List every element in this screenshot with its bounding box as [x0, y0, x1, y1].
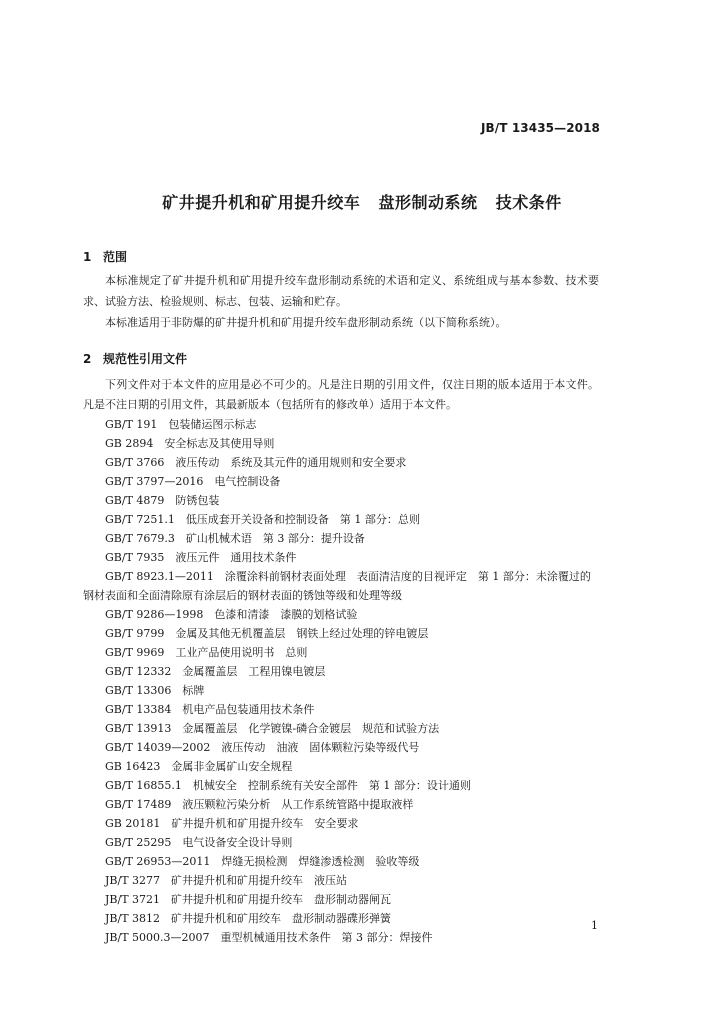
reference-code: JB/T 3277	[105, 874, 161, 887]
reference-code: GB 16423	[105, 760, 161, 773]
reference-title: 机电产品包装通用技术条件	[182, 703, 315, 716]
reference-item	[83, 909, 599, 928]
reference-item	[83, 738, 599, 757]
reference-title: 安全标志及其使用导则	[164, 437, 275, 450]
reference-item	[83, 567, 599, 605]
reference-code: GB/T 9799	[105, 627, 165, 640]
reference-title: 矿山机械术语 第 3 部分：提升设备	[185, 532, 365, 545]
reference-title-continuation: 钢材表面和全面清除原有涂层后的钢材表面的锈蚀等级和处理等级	[83, 589, 402, 602]
standard-code: JB/T 13435—2018	[480, 121, 600, 135]
reference-title: 重型机械通用技术条件 第 3 部分：焊接件	[220, 931, 433, 944]
reference-title: 矿井提升机和矿用提升绞车 液压站	[171, 874, 348, 887]
reference-title: 色漆和清漆 漆膜的划格试验	[214, 608, 358, 621]
reference-code: GB/T 17489	[105, 798, 172, 811]
reference-code: GB/T 4879	[105, 494, 165, 507]
reference-item	[83, 453, 599, 472]
reference-code: GB/T 26953—2011	[105, 855, 211, 868]
reference-item	[83, 852, 599, 871]
reference-title: 低压成套开关设备和控制设备 第 1 部分：总则	[185, 513, 420, 526]
reference-item	[83, 814, 599, 833]
reference-item	[83, 624, 599, 643]
section-title: 范围	[103, 250, 128, 264]
reference-list	[83, 415, 599, 947]
reference-title: 液压颗粒污染分析 从工作系统管路中提取液样	[182, 798, 414, 811]
reference-item	[83, 662, 599, 681]
references-intro: 下列文件对于本文件的应用是必不可少的。凡是注日期的引用文件，仅注日期的版本适用于本文件。凡是不注日期的引用文件，其最新版本（包括所有的修改单）适用于本文件。	[83, 378, 599, 411]
reference-code: GB/T 191	[105, 418, 158, 431]
section-1-heading	[83, 248, 127, 265]
reference-item	[83, 415, 599, 434]
reference-code: GB/T 7679.3	[105, 532, 175, 545]
reference-code: GB 20181	[105, 817, 161, 830]
reference-title: 机械安全 控制系统有关安全部件 第 1 部分：设计通则	[192, 779, 471, 792]
reference-code: GB/T 9969	[105, 646, 165, 659]
reference-title: 液压元件 通用技术条件	[175, 551, 297, 564]
page-number: 1	[591, 919, 598, 932]
reference-title: 电气控制设备	[214, 475, 281, 488]
reference-item	[83, 928, 599, 947]
reference-title: 防锈包装	[175, 494, 220, 507]
reference-code: GB/T 14039—2002	[105, 741, 211, 754]
reference-item	[83, 491, 599, 510]
section-2-heading	[83, 350, 187, 367]
reference-code: GB/T 13913	[105, 722, 172, 735]
reference-item	[83, 605, 599, 624]
reference-code: GB/T 8923.1—2011	[105, 570, 214, 583]
reference-item	[83, 776, 599, 795]
reference-item	[83, 700, 599, 719]
reference-title: 包装储运图示标志	[168, 418, 257, 431]
reference-item	[83, 681, 599, 700]
reference-code: GB/T 16855.1	[105, 779, 182, 792]
reference-title: 金属覆盖层 化学镀镍-磷合金镀层 规范和试验方法	[182, 722, 440, 735]
reference-title: 矿井提升机和矿用提升绞车 盘形制动器闸瓦	[171, 893, 392, 906]
reference-title: 矿井提升机和矿用提升绞车 安全要求	[171, 817, 359, 830]
document-title: 矿井提升机和矿用提升绞车 盘形制动系统 技术条件	[162, 193, 562, 212]
reference-item	[83, 472, 599, 491]
reference-title: 矿井提升机和矿用绞车 盘形制动器碟形弹簧	[171, 912, 392, 925]
reference-item	[83, 719, 599, 738]
reference-item	[83, 795, 599, 814]
reference-title: 金属及其他无机覆盖层 钢铁上经过处理的锌电镀层	[175, 627, 429, 640]
reference-code: GB 2894	[105, 437, 154, 450]
reference-code: GB/T 13384	[105, 703, 172, 716]
reference-code: GB/T 7935	[105, 551, 165, 564]
reference-item	[83, 510, 599, 529]
section-title: 规范性引用文件	[103, 352, 188, 366]
reference-code: GB/T 25295	[105, 836, 172, 849]
reference-title: 标牌	[182, 684, 205, 697]
reference-title: 电气设备安全设计导则	[182, 836, 293, 849]
reference-item	[83, 890, 599, 909]
reference-code: GB/T 12332	[105, 665, 172, 678]
reference-code: JB/T 5000.3—2007	[105, 931, 210, 944]
reference-title: 液压传动 油液 固体颗粒污染等级代号	[221, 741, 420, 754]
scope-paragraph-1: 本标准规定了矿井提升机和矿用提升绞车盘形制动系统的术语和定义、系统组成与基本参数、技术要求、试验方法、检验规则、标志、包装、运输和贮存。	[83, 274, 599, 308]
reference-item	[83, 833, 599, 852]
reference-title: 焊缝无损检测 焊缝渗透检测 验收等级	[221, 855, 420, 868]
reference-item	[83, 643, 599, 662]
reference-item	[83, 871, 599, 890]
reference-title: 金属覆盖层 工程用镍电镀层	[182, 665, 326, 678]
reference-item	[83, 757, 599, 776]
reference-item	[83, 434, 599, 453]
section-number: 1	[83, 250, 92, 264]
reference-code: GB/T 9286—1998	[105, 608, 204, 621]
reference-title: 工业产品使用说明书 总则	[175, 646, 308, 659]
reference-item	[83, 529, 599, 548]
reference-item	[83, 548, 599, 567]
scope-paragraph-2: 本标准适用于非防爆的矿井提升机和矿用提升绞车盘形制动系统（以下简称系统）。	[105, 316, 507, 329]
reference-code: GB/T 7251.1	[105, 513, 175, 526]
reference-code: JB/T 3812	[105, 912, 161, 925]
reference-title: 涂覆涂料前钢材表面处理 表面清洁度的目视评定 第 1 部分：未涂覆过的	[224, 570, 591, 583]
reference-code: GB/T 3766	[105, 456, 165, 469]
reference-code: GB/T 3797—2016	[105, 475, 204, 488]
reference-title: 金属非金属矿山安全规程	[171, 760, 293, 773]
reference-code: JB/T 3721	[105, 893, 161, 906]
section-number: 2	[83, 352, 92, 366]
reference-code: GB/T 13306	[105, 684, 172, 697]
reference-title: 液压传动 系统及其元件的通用规则和安全要求	[175, 456, 407, 469]
